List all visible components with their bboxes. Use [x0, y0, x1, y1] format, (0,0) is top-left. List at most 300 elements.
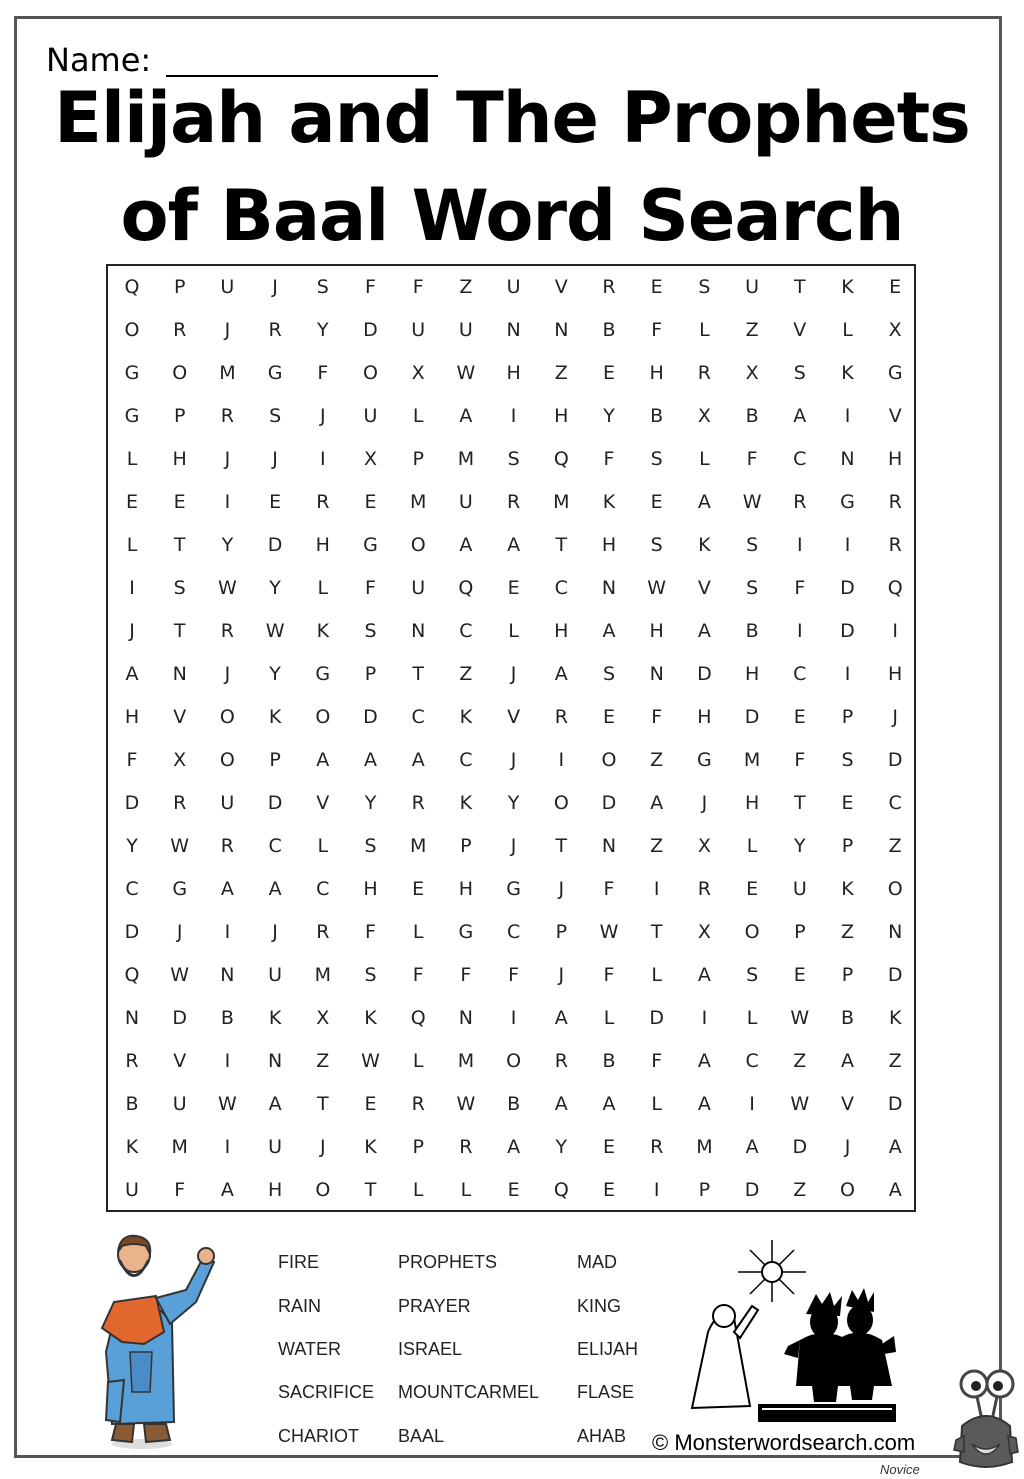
grid-letter[interactable]: I	[224, 921, 231, 943]
grid-letter[interactable]: Z	[316, 1050, 330, 1072]
grid-letter[interactable]: V	[697, 577, 711, 599]
grid-letter[interactable]: A	[268, 878, 282, 900]
grid-letter[interactable]: V	[554, 276, 568, 298]
grid-letter[interactable]: O	[744, 921, 760, 943]
grid-letter[interactable]: R	[793, 491, 807, 513]
grid-letter[interactable]: Y	[269, 577, 281, 599]
grid-letter[interactable]: P	[173, 276, 186, 298]
grid-letter[interactable]: L	[508, 620, 519, 642]
grid-letter[interactable]: O	[506, 1050, 522, 1072]
grid-letter[interactable]: E	[364, 1093, 377, 1115]
grid-letter[interactable]: A	[745, 1136, 759, 1158]
grid-letter[interactable]: A	[554, 1007, 568, 1029]
grid-letter[interactable]: V	[888, 405, 902, 427]
grid-letter[interactable]: G	[840, 491, 855, 513]
grid-letter[interactable]: A	[316, 749, 330, 771]
grid-letter[interactable]: W	[265, 620, 285, 642]
grid-letter[interactable]: H	[363, 878, 378, 900]
grid-letter[interactable]: S	[602, 663, 616, 685]
grid-letter[interactable]: L	[746, 1007, 758, 1029]
grid-letter[interactable]: O	[840, 1179, 855, 1201]
grid-letter[interactable]: S	[841, 749, 854, 771]
grid-letter[interactable]: R	[506, 491, 521, 513]
grid-letter[interactable]: N	[411, 620, 426, 642]
grid-letter[interactable]: D	[363, 706, 378, 728]
grid-letter[interactable]: F	[126, 749, 138, 771]
grid-letter[interactable]: U	[172, 1093, 187, 1115]
grid-letter[interactable]: L	[317, 835, 329, 857]
grid-letter[interactable]: H	[124, 706, 140, 728]
grid-letter[interactable]: T	[555, 835, 568, 857]
grid-letter[interactable]: I	[510, 405, 517, 427]
grid-letter[interactable]: A	[507, 1136, 521, 1158]
grid-letter[interactable]: P	[841, 964, 854, 986]
grid-letter[interactable]: C	[745, 1050, 759, 1072]
grid-letter[interactable]: W	[647, 577, 667, 599]
grid-letter[interactable]: Y	[221, 534, 234, 556]
grid-letter[interactable]: D	[601, 792, 617, 814]
grid-letter[interactable]: M	[553, 491, 570, 513]
grid-letter[interactable]: Y	[364, 792, 377, 814]
grid-letter[interactable]: R	[220, 835, 234, 857]
grid-letter[interactable]: Q	[124, 276, 140, 298]
grid-letter[interactable]: N	[220, 964, 235, 986]
grid-letter[interactable]: D	[172, 1007, 187, 1029]
grid-letter[interactable]: F	[794, 749, 806, 771]
grid-letter[interactable]: I	[796, 534, 803, 556]
grid-letter[interactable]: E	[412, 878, 425, 900]
grid-letter[interactable]: F	[603, 964, 615, 986]
grid-letter[interactable]: K	[841, 878, 854, 900]
grid-letter[interactable]: S	[650, 448, 663, 470]
grid-letter[interactable]: E	[841, 792, 854, 814]
grid-letter[interactable]: D	[649, 1007, 664, 1029]
grid-letter[interactable]: D	[887, 1093, 903, 1115]
grid-letter[interactable]: X	[697, 921, 711, 943]
grid-letter[interactable]: A	[268, 1093, 282, 1115]
grid-letter[interactable]: C	[316, 878, 330, 900]
grid-letter[interactable]: C	[793, 448, 807, 470]
grid-letter[interactable]: N	[601, 835, 617, 857]
grid-letter[interactable]: E	[507, 1179, 520, 1201]
grid-letter[interactable]: X	[745, 362, 759, 384]
grid-letter[interactable]: J	[129, 620, 135, 642]
grid-letter[interactable]: L	[412, 921, 424, 943]
grid-letter[interactable]: H	[554, 405, 569, 427]
grid-letter[interactable]: O	[410, 534, 426, 556]
grid-letter[interactable]: S	[364, 835, 377, 857]
grid-letter[interactable]: T	[364, 1179, 377, 1201]
grid-letter[interactable]: U	[745, 276, 760, 298]
grid-letter[interactable]: Q	[887, 577, 903, 599]
grid-letter[interactable]: A	[220, 1179, 234, 1201]
grid-letter[interactable]: D	[840, 577, 855, 599]
grid-letter[interactable]: U	[506, 276, 521, 298]
grid-letter[interactable]: Y	[126, 835, 138, 857]
grid-letter[interactable]: Q	[124, 964, 140, 986]
grid-letter[interactable]: I	[796, 620, 803, 642]
grid-letter[interactable]: K	[268, 1007, 282, 1029]
grid-letter[interactable]: I	[558, 749, 565, 771]
grid-letter[interactable]: L	[412, 1050, 424, 1072]
grid-letter[interactable]: L	[603, 1007, 615, 1029]
grid-letter[interactable]: J	[510, 749, 517, 771]
grid-letter[interactable]: P	[841, 706, 854, 728]
grid-letter[interactable]: M	[409, 835, 427, 857]
grid-letter[interactable]: J	[272, 276, 278, 298]
grid-letter[interactable]: U	[268, 964, 283, 986]
grid-letter[interactable]: S	[364, 964, 377, 986]
grid-letter[interactable]: D	[267, 534, 283, 556]
grid-letter[interactable]: U	[268, 1136, 283, 1158]
grid-letter[interactable]: B	[125, 1093, 139, 1115]
grid-letter[interactable]: L	[460, 1179, 472, 1201]
grid-letter[interactable]: T	[316, 1093, 329, 1115]
grid-letter[interactable]: K	[316, 620, 330, 642]
grid-letter[interactable]: H	[744, 792, 760, 814]
grid-letter[interactable]: A	[602, 620, 616, 642]
grid-letter[interactable]: E	[602, 706, 615, 728]
grid-letter[interactable]: V	[173, 1050, 187, 1072]
grid-letter[interactable]: C	[125, 878, 139, 900]
grid-letter[interactable]: W	[742, 491, 762, 513]
grid-letter[interactable]: E	[746, 878, 759, 900]
grid-letter[interactable]: I	[749, 1093, 755, 1115]
grid-letter[interactable]: I	[844, 534, 851, 556]
grid-letter[interactable]: D	[124, 792, 140, 814]
grid-letter[interactable]: K	[459, 792, 473, 814]
grid-letter[interactable]: B	[745, 405, 759, 427]
grid-letter[interactable]: F	[365, 577, 376, 599]
grid-letter[interactable]: C	[554, 577, 568, 599]
grid-letter[interactable]: V	[507, 706, 521, 728]
grid-letter[interactable]: X	[173, 749, 187, 771]
grid-letter[interactable]: D	[840, 620, 855, 642]
grid-letter[interactable]: M	[696, 1136, 713, 1158]
grid-letter[interactable]: R	[316, 491, 330, 513]
grid-letter[interactable]: M	[457, 448, 475, 470]
grid-letter[interactable]: I	[224, 1136, 231, 1158]
grid-letter[interactable]: A	[507, 534, 521, 556]
grid-letter[interactable]: O	[601, 749, 617, 771]
grid-letter[interactable]: S	[507, 448, 520, 470]
grid-letter[interactable]: N	[601, 577, 617, 599]
grid-letter[interactable]: J	[224, 319, 231, 341]
grid-letter[interactable]: F	[651, 1050, 663, 1072]
grid-letter[interactable]: N	[649, 663, 664, 685]
grid-letter[interactable]: E	[602, 362, 615, 384]
grid-letter[interactable]: A	[364, 749, 377, 771]
grid-letter[interactable]: H	[506, 362, 521, 384]
grid-letter[interactable]: P	[698, 1179, 711, 1201]
grid-letter[interactable]: T	[650, 921, 663, 943]
grid-letter[interactable]: M	[219, 362, 236, 384]
grid-letter[interactable]: P	[794, 921, 806, 943]
grid-letter[interactable]: P	[269, 749, 281, 771]
grid-letter[interactable]: L	[842, 319, 853, 341]
grid-letter[interactable]: A	[697, 491, 711, 513]
grid-letter[interactable]: G	[124, 362, 140, 384]
grid-letter[interactable]: E	[269, 491, 282, 513]
grid-letter[interactable]: A	[650, 792, 664, 814]
grid-letter[interactable]: H	[267, 1179, 283, 1201]
grid-letter[interactable]: R	[173, 319, 187, 341]
grid-letter[interactable]: O	[887, 878, 903, 900]
grid-letter[interactable]: Z	[554, 362, 568, 384]
grid-letter[interactable]: F	[365, 276, 376, 298]
grid-letter[interactable]: U	[220, 276, 235, 298]
word-search-grid[interactable]	[106, 264, 916, 1212]
grid-letter[interactable]: Z	[459, 276, 473, 298]
grid-letter[interactable]: A	[697, 1050, 711, 1072]
grid-letter[interactable]: C	[888, 792, 902, 814]
grid-letter[interactable]: F	[603, 878, 615, 900]
grid-letter[interactable]: U	[125, 1179, 139, 1201]
grid-letter[interactable]: N	[506, 319, 521, 341]
grid-letter[interactable]: A	[888, 1179, 902, 1201]
grid-letter[interactable]: V	[793, 319, 807, 341]
grid-letter[interactable]: E	[507, 577, 520, 599]
grid-letter[interactable]: O	[124, 319, 140, 341]
grid-letter[interactable]: V	[316, 792, 330, 814]
grid-letter[interactable]: K	[888, 1007, 902, 1029]
grid-letter[interactable]: O	[363, 362, 378, 384]
grid-letter[interactable]: T	[412, 663, 424, 685]
grid-letter[interactable]: J	[510, 663, 517, 685]
grid-letter[interactable]: L	[412, 1179, 424, 1201]
grid-letter[interactable]: R	[173, 792, 187, 814]
grid-letter[interactable]: X	[888, 319, 902, 341]
grid-letter[interactable]: S	[746, 534, 759, 556]
grid-letter[interactable]: C	[459, 749, 473, 771]
grid-letter[interactable]: S	[364, 620, 377, 642]
grid-letter[interactable]: E	[650, 276, 663, 298]
grid-letter[interactable]: R	[220, 405, 234, 427]
grid-letter[interactable]: R	[411, 792, 425, 814]
grid-letter[interactable]: B	[650, 405, 664, 427]
grid-letter[interactable]: P	[173, 405, 186, 427]
grid-letter[interactable]: G	[363, 534, 378, 556]
grid-letter[interactable]: R	[554, 1050, 568, 1072]
grid-letter[interactable]: Z	[888, 1050, 902, 1072]
grid-letter[interactable]: S	[316, 276, 329, 298]
grid-letter[interactable]: H	[744, 663, 760, 685]
grid-letter[interactable]: W	[217, 577, 237, 599]
grid-letter[interactable]: F	[508, 964, 520, 986]
grid-letter[interactable]: E	[125, 491, 138, 513]
grid-letter[interactable]: A	[697, 964, 711, 986]
grid-letter[interactable]: W	[217, 1093, 237, 1115]
grid-letter[interactable]: K	[841, 276, 854, 298]
grid-letter[interactable]: Z	[793, 1179, 807, 1201]
grid-letter[interactable]: O	[219, 749, 235, 771]
grid-letter[interactable]: K	[459, 706, 473, 728]
grid-letter[interactable]: M	[409, 491, 427, 513]
grid-letter[interactable]: L	[651, 1093, 662, 1115]
grid-letter[interactable]: L	[412, 405, 424, 427]
grid-letter[interactable]: G	[124, 405, 140, 427]
grid-letter[interactable]: U	[363, 405, 378, 427]
grid-letter[interactable]: N	[840, 448, 855, 470]
grid-letter[interactable]: A	[459, 405, 473, 427]
grid-letter[interactable]: Q	[458, 577, 474, 599]
grid-letter[interactable]: S	[173, 577, 186, 599]
grid-letter[interactable]: Q	[410, 1007, 426, 1029]
grid-letter[interactable]: E	[602, 1136, 615, 1158]
grid-letter[interactable]: F	[412, 964, 424, 986]
grid-letter[interactable]: C	[268, 835, 282, 857]
grid-letter[interactable]: U	[792, 878, 807, 900]
grid-letter[interactable]: J	[319, 405, 326, 427]
grid-letter[interactable]: E	[173, 491, 186, 513]
grid-letter[interactable]: I	[844, 663, 851, 685]
grid-letter[interactable]: E	[793, 706, 806, 728]
grid-letter[interactable]: R	[411, 1093, 425, 1115]
grid-letter[interactable]: H	[315, 534, 330, 556]
grid-letter[interactable]: P	[412, 448, 424, 470]
grid-letter[interactable]: H	[172, 448, 187, 470]
grid-letter[interactable]: J	[224, 663, 231, 685]
grid-letter[interactable]: F	[460, 964, 472, 986]
grid-letter[interactable]: G	[458, 921, 474, 943]
grid-letter[interactable]: A	[411, 749, 425, 771]
grid-letter[interactable]: D	[267, 792, 283, 814]
grid-letter[interactable]: Z	[650, 749, 664, 771]
grid-letter[interactable]: A	[554, 1093, 568, 1115]
grid-letter[interactable]: W	[456, 1093, 476, 1115]
grid-letter[interactable]: I	[892, 620, 898, 642]
grid-letter[interactable]: Q	[553, 1179, 569, 1201]
grid-letter[interactable]: X	[363, 448, 378, 470]
grid-letter[interactable]: H	[649, 362, 664, 384]
grid-letter[interactable]: P	[460, 835, 472, 857]
grid-letter[interactable]: I	[510, 1007, 517, 1029]
grid-letter[interactable]: U	[411, 577, 426, 599]
grid-letter[interactable]: D	[792, 1136, 808, 1158]
grid-letter[interactable]: A	[220, 878, 234, 900]
grid-letter[interactable]: Y	[555, 1136, 568, 1158]
grid-letter[interactable]: W	[456, 362, 476, 384]
grid-letter[interactable]: H	[458, 878, 474, 900]
grid-letter[interactable]: I	[653, 878, 660, 900]
grid-letter[interactable]: J	[558, 964, 565, 986]
grid-letter[interactable]: Y	[603, 405, 615, 427]
grid-letter[interactable]: E	[602, 1179, 615, 1201]
grid-letter[interactable]: K	[364, 1136, 377, 1158]
grid-letter[interactable]: M	[743, 749, 761, 771]
grid-letter[interactable]: P	[412, 1136, 424, 1158]
grid-letter[interactable]: Q	[553, 448, 569, 470]
grid-letter[interactable]: K	[698, 534, 711, 556]
grid-letter[interactable]: W	[361, 1050, 380, 1072]
grid-letter[interactable]: N	[267, 1050, 283, 1072]
grid-letter[interactable]: U	[458, 491, 473, 513]
grid-letter[interactable]: J	[224, 448, 231, 470]
grid-letter[interactable]: R	[602, 276, 616, 298]
grid-letter[interactable]: X	[316, 1007, 330, 1029]
grid-letter[interactable]: D	[363, 319, 378, 341]
grid-letter[interactable]: M	[457, 1050, 475, 1072]
grid-letter[interactable]: Y	[507, 792, 520, 814]
grid-letter[interactable]: R	[697, 362, 711, 384]
grid-letter[interactable]: X	[697, 835, 711, 857]
grid-letter[interactable]: I	[319, 448, 326, 470]
grid-letter[interactable]: A	[602, 1093, 616, 1115]
grid-letter[interactable]: C	[793, 663, 807, 685]
grid-letter[interactable]: A	[554, 663, 568, 685]
grid-letter[interactable]: I	[844, 405, 851, 427]
grid-letter[interactable]: S	[793, 362, 806, 384]
grid-letter[interactable]: K	[268, 706, 282, 728]
grid-letter[interactable]: L	[699, 448, 710, 470]
grid-letter[interactable]: P	[841, 835, 854, 857]
grid-letter[interactable]: O	[172, 362, 188, 384]
grid-letter[interactable]: H	[649, 620, 664, 642]
grid-letter[interactable]: L	[126, 534, 138, 556]
grid-letter[interactable]: J	[510, 835, 517, 857]
grid-letter[interactable]: W	[170, 835, 190, 857]
grid-letter[interactable]: S	[746, 577, 759, 599]
grid-letter[interactable]: G	[506, 878, 521, 900]
grid-letter[interactable]: E	[793, 964, 806, 986]
grid-letter[interactable]: G	[697, 749, 712, 771]
grid-letter[interactable]: F	[365, 921, 376, 943]
grid-letter[interactable]: L	[651, 964, 662, 986]
grid-letter[interactable]: J	[176, 921, 183, 943]
grid-letter[interactable]: C	[411, 706, 425, 728]
grid-letter[interactable]: D	[887, 964, 903, 986]
grid-letter[interactable]: J	[272, 921, 278, 943]
grid-letter[interactable]: O	[219, 706, 235, 728]
grid-letter[interactable]: N	[554, 319, 569, 341]
grid-letter[interactable]: J	[272, 448, 278, 470]
grid-letter[interactable]: Z	[650, 835, 664, 857]
grid-letter[interactable]: Y	[269, 663, 281, 685]
grid-letter[interactable]: Z	[888, 835, 902, 857]
grid-letter[interactable]: R	[125, 1050, 139, 1072]
grid-letter[interactable]: I	[129, 577, 135, 599]
grid-letter[interactable]: A	[697, 620, 711, 642]
grid-letter[interactable]: I	[224, 491, 231, 513]
grid-letter[interactable]: R	[268, 319, 282, 341]
grid-letter[interactable]: Y	[793, 835, 806, 857]
grid-letter[interactable]: L	[317, 577, 329, 599]
grid-letter[interactable]: O	[553, 792, 569, 814]
grid-letter[interactable]: D	[124, 921, 140, 943]
grid-letter[interactable]: I	[701, 1007, 708, 1029]
grid-letter[interactable]: N	[888, 921, 903, 943]
grid-letter[interactable]: S	[746, 964, 759, 986]
grid-letter[interactable]: I	[653, 1179, 660, 1201]
grid-letter[interactable]: D	[697, 663, 712, 685]
grid-letter[interactable]: T	[173, 534, 186, 556]
grid-letter[interactable]: N	[124, 1007, 140, 1029]
grid-letter[interactable]: L	[126, 448, 138, 470]
grid-letter[interactable]: D	[744, 706, 760, 728]
grid-letter[interactable]: H	[888, 448, 903, 470]
grid-letter[interactable]: S	[698, 276, 711, 298]
grid-letter[interactable]: V	[173, 706, 187, 728]
grid-letter[interactable]: Z	[459, 663, 473, 685]
grid-letter[interactable]: T	[793, 792, 806, 814]
grid-letter[interactable]: O	[315, 706, 331, 728]
grid-letter[interactable]: O	[315, 1179, 331, 1201]
grid-letter[interactable]: U	[411, 319, 426, 341]
grid-letter[interactable]: T	[793, 276, 806, 298]
grid-letter[interactable]: F	[603, 448, 615, 470]
grid-letter[interactable]: D	[744, 1179, 760, 1201]
grid-letter[interactable]: R	[888, 491, 902, 513]
